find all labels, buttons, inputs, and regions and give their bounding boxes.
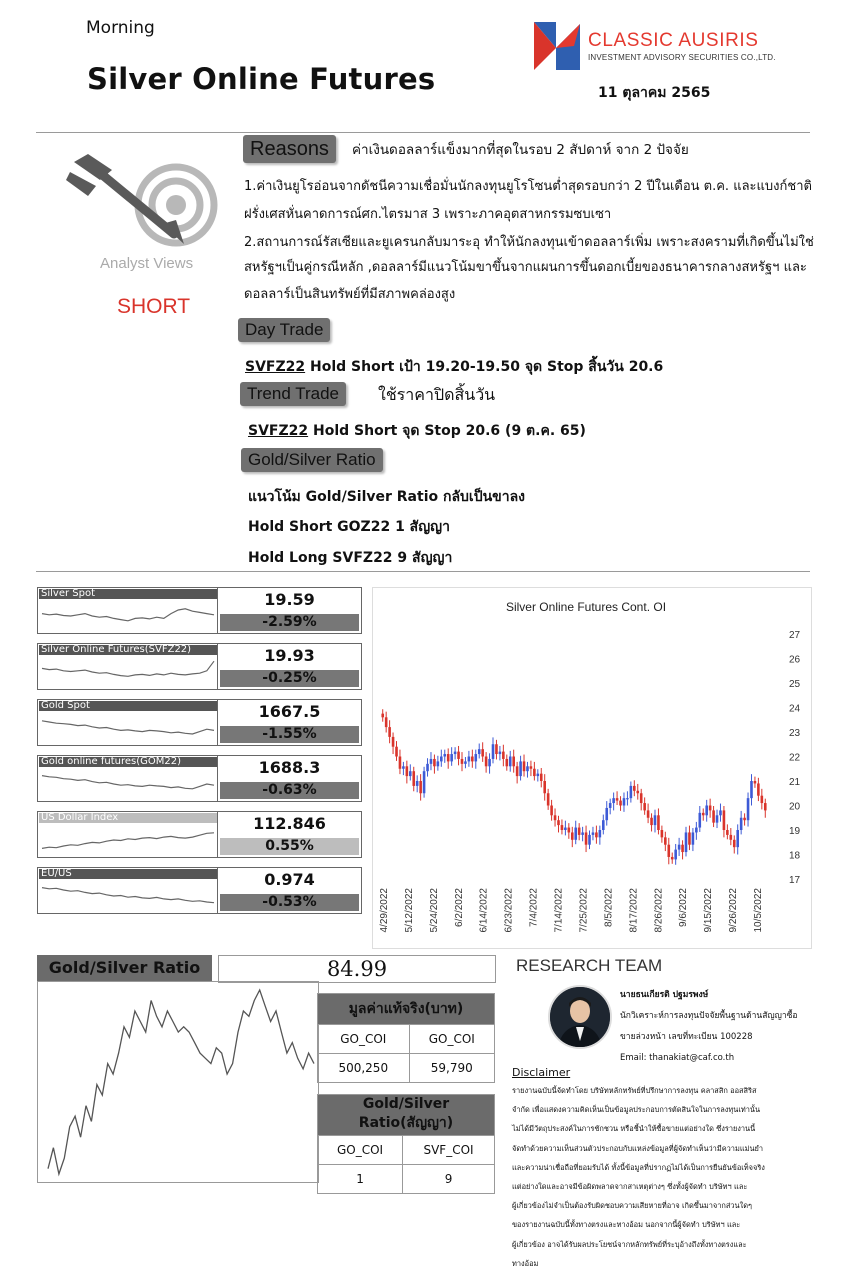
candle-body bbox=[406, 766, 409, 776]
gs-ratio-chart bbox=[37, 981, 319, 1183]
candle-body bbox=[605, 808, 608, 820]
table-cell: 500,250 bbox=[318, 1054, 410, 1083]
fair-value-table bbox=[317, 993, 495, 1083]
day-trade-recommendation bbox=[245, 356, 663, 378]
market-change: -1.55% bbox=[220, 726, 359, 743]
candle-body bbox=[743, 818, 746, 820]
candle-body bbox=[740, 818, 743, 830]
x-tick-label: 7/14/2022 bbox=[553, 888, 565, 933]
gs-ratio-line: Hold Short GOZ22 1 สัญญา bbox=[248, 519, 450, 535]
y-tick-label: 20 bbox=[789, 801, 801, 813]
sparkline-path bbox=[42, 833, 214, 849]
x-tick-label: 6/14/2022 bbox=[478, 888, 490, 933]
market-card bbox=[37, 867, 221, 914]
candle-body bbox=[757, 783, 760, 795]
market-card bbox=[37, 643, 221, 690]
market-label: US Dollar Index bbox=[39, 813, 219, 823]
candle-body bbox=[671, 857, 674, 859]
sparkline-path bbox=[42, 721, 214, 734]
target-arrow-icon bbox=[66, 150, 218, 250]
candle-body bbox=[409, 771, 412, 776]
x-tick-label: 5/12/2022 bbox=[403, 888, 415, 933]
gs-ratio-tag: Gold/Silver Ratio bbox=[241, 448, 383, 472]
candlestick-svg bbox=[373, 588, 811, 948]
candle-body bbox=[461, 759, 464, 764]
sparkline-path bbox=[42, 609, 214, 621]
day-trade-text: Hold Short เป้า 19.20-19.50 จุด Stop สิ้นวัน 20.6 bbox=[305, 359, 664, 375]
brand-name: CLASSIC AUSIRIS bbox=[588, 30, 759, 51]
candle-body bbox=[474, 754, 477, 761]
table-cell: 1 bbox=[318, 1165, 403, 1194]
market-value: 112.846 bbox=[253, 814, 326, 833]
candle-body bbox=[526, 766, 529, 771]
candle-body bbox=[471, 757, 474, 762]
candle-body bbox=[412, 771, 415, 786]
x-tick-label: 5/24/2022 bbox=[428, 888, 440, 933]
candle-body bbox=[485, 757, 488, 767]
candle-body bbox=[481, 749, 484, 756]
candle-body bbox=[499, 752, 502, 754]
candle-body bbox=[457, 752, 460, 759]
candle-body bbox=[395, 747, 398, 757]
candle-body bbox=[750, 781, 753, 798]
analyst-role: นักวิเคราะห์การลงทุนปัจจัยพื้นฐานด้านสัญญาซื้อ bbox=[620, 1011, 798, 1021]
candle-body bbox=[578, 828, 581, 835]
candle-body bbox=[464, 761, 467, 763]
y-tick-label: 24 bbox=[789, 703, 801, 715]
y-tick-label: 22 bbox=[789, 752, 801, 764]
candle-body bbox=[754, 781, 757, 783]
analyst-call: SHORT bbox=[117, 295, 191, 318]
market-value-box bbox=[217, 643, 362, 690]
table-header-cell: GO_COI bbox=[318, 1025, 410, 1054]
reason-line: ฝรั่งเศสหั่นคาดการณ์ศก.ไตรมาส 3 เพราะภาคอุตสาหกรรมซบเซา bbox=[244, 207, 612, 222]
candle-body bbox=[681, 845, 684, 852]
market-value-box bbox=[217, 699, 362, 746]
candle-body bbox=[730, 835, 733, 840]
candle-body bbox=[650, 818, 653, 825]
candle-body bbox=[602, 820, 605, 830]
market-change: 0.55% bbox=[220, 838, 359, 855]
market-value: 0.974 bbox=[264, 870, 315, 889]
candle-body bbox=[764, 803, 767, 810]
candle-body bbox=[495, 744, 498, 754]
disclaimer-line: ทางอ้อม bbox=[512, 1258, 539, 1268]
y-tick-label: 26 bbox=[789, 654, 801, 666]
market-sparkline bbox=[40, 600, 216, 630]
table-header-cell: SVF_COI bbox=[403, 1136, 495, 1165]
candle-body bbox=[537, 774, 540, 776]
candle-body bbox=[657, 815, 660, 830]
gs-ratio-line: แนวโน้ม Gold/Silver Ratio กลับเป็นขาลง bbox=[248, 489, 526, 505]
disclaimer-line: ผู้เกี่ยวข้องไม่จำเป็นต้องรับผิดชอบความเสียหายที่อาจ เกิดขึ้นมาจากส่วนใดๆ bbox=[512, 1201, 752, 1211]
candle-body bbox=[630, 786, 633, 798]
disclaimer-line: ไม่ได้มีวัตถุประสงค์ในการชักชวน หรือชี้นำให้ซื้อขายแต่อย่างใด ซึ่งรายงานนี้ bbox=[512, 1124, 756, 1134]
candle-body bbox=[609, 803, 612, 808]
candle-body bbox=[402, 766, 405, 768]
candle-body bbox=[557, 820, 560, 825]
candle-body bbox=[433, 759, 436, 766]
chart-title: Silver Online Futures Cont. OI bbox=[505, 600, 667, 614]
candle-body bbox=[726, 830, 729, 835]
day-trade-symbol: SVFZ22 bbox=[245, 359, 306, 375]
analyst-info bbox=[620, 985, 798, 1069]
candle-body bbox=[561, 825, 564, 830]
reason-line: 2.สถานการณ์รัสเซียและยูเครนกลับมาระอุ ทำให้นักลงทุนเข้าดอลลาร์เพิ่ม เพราะสงครามที่เกิดขึ้นไม่ใช่ bbox=[244, 235, 814, 250]
candle-body bbox=[619, 801, 622, 806]
table-cell: 59,790 bbox=[409, 1054, 494, 1083]
candle-body bbox=[399, 757, 402, 769]
market-sparkline bbox=[40, 656, 216, 686]
market-sparkline bbox=[40, 712, 216, 742]
market-card bbox=[37, 587, 221, 634]
gs-ratio-line bbox=[48, 990, 314, 1174]
candle-body bbox=[695, 828, 698, 833]
candle-body bbox=[595, 832, 598, 837]
candle-body bbox=[688, 832, 691, 844]
market-label: Gold Spot bbox=[39, 701, 219, 711]
y-tick-label: 18 bbox=[789, 850, 801, 862]
analyst-license: ขายล่วงหน้า เลขที่ทะเบียน 100228 bbox=[620, 1032, 753, 1042]
market-value: 19.59 bbox=[264, 590, 315, 609]
table-cell: 9 bbox=[403, 1165, 495, 1194]
analyst-views-label: Analyst Views bbox=[100, 255, 194, 272]
market-value: 19.93 bbox=[264, 646, 315, 665]
candle-body bbox=[478, 749, 481, 754]
candle-body bbox=[454, 752, 457, 754]
candle-body bbox=[585, 832, 588, 844]
y-tick-label: 21 bbox=[789, 777, 801, 788]
candle-body bbox=[623, 798, 626, 805]
x-tick-label: 9/6/2022 bbox=[678, 888, 690, 927]
candle-body bbox=[423, 771, 426, 793]
market-value-box bbox=[217, 811, 362, 858]
candle-body bbox=[716, 815, 719, 822]
candle-body bbox=[416, 781, 419, 786]
research-team-heading: RESEARCH TEAM bbox=[516, 956, 663, 975]
x-tick-label: 8/17/2022 bbox=[628, 888, 640, 933]
candle-body bbox=[530, 766, 533, 768]
trend-trade-recommendation bbox=[248, 420, 586, 442]
reasons-tag: Reasons bbox=[243, 135, 336, 163]
page-title: Silver Online Futures bbox=[87, 62, 436, 96]
candle-body bbox=[516, 766, 519, 776]
candle-body bbox=[443, 754, 446, 756]
candle-body bbox=[533, 769, 536, 776]
candle-body bbox=[554, 815, 557, 820]
candle-body bbox=[736, 830, 739, 847]
candle-body bbox=[709, 806, 712, 811]
trend-trade-note: ใช้ราคาปิดสิ้นวัน bbox=[378, 385, 496, 404]
market-value-box bbox=[217, 755, 362, 802]
gs-ratio-line-svg bbox=[38, 982, 318, 1182]
candle-body bbox=[692, 832, 695, 844]
sparkline-path bbox=[42, 776, 214, 789]
brand-subtitle: INVESTMENT ADVISORY SECURITIES CO.,LTD. bbox=[588, 53, 776, 62]
table-header-cell: GO_COI bbox=[409, 1025, 494, 1054]
y-tick-label: 17 bbox=[789, 875, 801, 886]
x-tick-label: 9/15/2022 bbox=[703, 888, 715, 933]
candle-body bbox=[430, 759, 433, 764]
disclaimer-line: และความน่าเชื่อถือที่ยอมรับได้ ทั้งนี้ข้อมูลที่ปรากฏไม่ได้เป็นการยืนยันข้อเท็จจริง bbox=[512, 1162, 765, 1172]
session-label: Morning bbox=[86, 18, 155, 38]
candle-body bbox=[419, 781, 422, 793]
candle-body bbox=[674, 850, 677, 860]
candle-body bbox=[392, 737, 395, 747]
gs-ratio-label: Gold/Silver Ratio bbox=[37, 955, 212, 981]
market-label: Silver Spot bbox=[39, 589, 219, 599]
market-change: -2.59% bbox=[220, 614, 359, 631]
market-card bbox=[37, 755, 221, 802]
candle-body bbox=[540, 774, 543, 781]
x-tick-label: 4/29/2022 bbox=[379, 888, 390, 933]
y-tick-label: 23 bbox=[789, 728, 801, 739]
candle-body bbox=[761, 796, 764, 803]
candle-body bbox=[505, 759, 508, 766]
reason-line: สหรัฐฯเป็นคู่กรณีหลัก ,ดอลลาร์มีแนวโน้มขาขึ้นจากแผนการขึ้นดอกเบี้ยของธนาคารกลางสหรัฐฯ และ bbox=[244, 260, 807, 275]
candle-body bbox=[640, 793, 643, 803]
x-tick-label: 6/23/2022 bbox=[503, 888, 515, 933]
table-header-cell: GO_COI bbox=[318, 1136, 403, 1165]
candle-body bbox=[654, 815, 657, 825]
candle-body bbox=[667, 845, 670, 857]
disclaimer-line: รายงานฉบับนี้จัดทำโดย บริษัทหลักทรัพย์ที่ปรึกษาการลงทุน คลาสสิก ออสสิริส bbox=[512, 1086, 757, 1095]
disclaimer-line: จัดทำด้วยความเห็นส่วนตัวประกอบกับแหล่งข้อมูลที่ผู้จัดทำเห็นว่ามีความแม่นยำ bbox=[512, 1143, 763, 1153]
disclaimer-line: แต่อย่างใดและอาจมีข้อผิดพลาดจากสาเหตุต่างๆ ซึ่งทั้งผู้จัดทำ บริษัทฯ และ bbox=[512, 1182, 748, 1192]
x-tick-label: 7/4/2022 bbox=[528, 888, 540, 927]
market-change: -0.25% bbox=[220, 670, 359, 687]
candle-body bbox=[712, 810, 715, 822]
candle-body bbox=[723, 810, 726, 830]
candle-body bbox=[450, 754, 453, 761]
candle-body bbox=[626, 798, 629, 799]
disclaimer-text bbox=[512, 1081, 812, 1273]
candle-body bbox=[685, 832, 688, 852]
candle-body bbox=[592, 832, 595, 834]
analyst-name: นายธนเกียรติ ปฐมรพงษ์ bbox=[620, 990, 709, 1000]
sparkline-path bbox=[42, 661, 214, 676]
market-sparkline bbox=[40, 768, 216, 798]
candle-body bbox=[747, 798, 750, 820]
market-change: -0.53% bbox=[220, 894, 359, 911]
candle-body bbox=[492, 744, 495, 759]
candle-body bbox=[647, 810, 650, 817]
candle-body bbox=[574, 828, 577, 840]
candle-body bbox=[664, 837, 667, 844]
market-value-box bbox=[217, 867, 362, 914]
y-tick-label: 27 bbox=[789, 630, 801, 641]
candle-body bbox=[385, 717, 388, 727]
candle-body bbox=[488, 759, 491, 766]
candle-body bbox=[547, 793, 550, 805]
candle-body bbox=[588, 835, 591, 845]
trend-trade-tag: Trend Trade bbox=[240, 382, 346, 406]
analyst-avatar-icon bbox=[550, 987, 610, 1047]
candle-body bbox=[437, 761, 440, 766]
candle-body bbox=[636, 791, 639, 793]
candle-body bbox=[661, 830, 664, 837]
disclaimer-line: ของรายงานฉบับนี้ทั้งทางตรงและทางอ้อม นอกจากนี้ผู้จัดทำ บริษัทฯ และ bbox=[512, 1220, 741, 1230]
x-tick-label: 8/26/2022 bbox=[653, 888, 665, 933]
candle-body bbox=[612, 798, 615, 803]
candle-body bbox=[616, 798, 619, 800]
candle-body bbox=[502, 752, 505, 759]
y-tick-label: 19 bbox=[789, 826, 801, 837]
market-label: Silver Online Futures(SVFZ22) bbox=[39, 645, 219, 655]
candle-body bbox=[599, 830, 602, 837]
divider bbox=[36, 571, 810, 572]
market-value-box bbox=[217, 587, 362, 634]
candle-body bbox=[447, 754, 450, 761]
market-card bbox=[37, 699, 221, 746]
analyst-email: Email: thanakiat@caf.co.th bbox=[620, 1053, 735, 1063]
x-tick-label: 10/5/2022 bbox=[753, 888, 764, 933]
candle-body bbox=[388, 727, 391, 737]
candle-body bbox=[509, 757, 512, 767]
x-tick-label: 7/25/2022 bbox=[578, 888, 590, 933]
x-tick-label: 6/2/2022 bbox=[453, 888, 465, 927]
report-date: 11 ตุลาคม 2565 bbox=[598, 85, 711, 101]
disclaimer-line: จำกัด เพื่อแสดงความคิดเห็นเป็นข้อมูลประกอบการตัดสินใจในการลงทุนเท่านั้น bbox=[512, 1105, 760, 1115]
reason-line: ดอลลาร์เป็นสินทรัพย์ที่มีสภาพคล่องสูง bbox=[244, 287, 456, 302]
candle-body bbox=[519, 761, 522, 776]
brand-logo-icon bbox=[534, 22, 580, 70]
candle-body bbox=[523, 761, 526, 771]
candle-body bbox=[633, 786, 636, 791]
gs-ratio-value: 84.99 bbox=[218, 955, 496, 983]
market-value: 1688.3 bbox=[258, 758, 321, 777]
x-tick-label: 9/26/2022 bbox=[728, 888, 740, 933]
candle-body bbox=[426, 764, 429, 771]
market-label: EU/US bbox=[39, 869, 219, 879]
x-tick-label: 8/5/2022 bbox=[603, 888, 615, 927]
silver-futures-chart bbox=[372, 587, 812, 949]
disclaimer-line: ผู้เกี่ยวข้อง อาจได้รับผลประโยชน์จากหลักทรัพย์ที่ระบุอ้างถึงทั้งทางตรงและ bbox=[512, 1239, 747, 1249]
candle-body bbox=[571, 832, 574, 839]
candle-body bbox=[564, 828, 567, 830]
day-trade-tag: Day Trade bbox=[238, 318, 330, 342]
market-sparkline bbox=[40, 880, 216, 910]
candle-body bbox=[643, 803, 646, 810]
reason-line: 1.ค่าเงินยูโรอ่อนจากดัชนีความเชื่อมั่นนักลงทุนยูโรโซนต่ำสุดรอบกว่า 2 ปีในเดือน ต.ค. และแบงก์ชาติ bbox=[244, 179, 812, 194]
candle-body bbox=[719, 810, 722, 815]
contracts-table bbox=[317, 1094, 495, 1194]
market-card bbox=[37, 811, 221, 858]
candle-body bbox=[733, 840, 736, 847]
sparkline-path bbox=[42, 888, 214, 903]
y-tick-label: 25 bbox=[789, 679, 801, 690]
candle-body bbox=[698, 813, 701, 828]
candle-body bbox=[702, 813, 705, 815]
fair-value-title: มูลค่าแท้จริง(บาท) bbox=[318, 994, 495, 1025]
trend-trade-text: Hold Short จุด Stop 20.6 (9 ต.ค. 65) bbox=[308, 423, 586, 439]
contracts-title: Gold/Silver Ratio(สัญญา) bbox=[318, 1095, 495, 1136]
market-value: 1667.5 bbox=[258, 702, 321, 721]
candle-body bbox=[512, 757, 515, 767]
candle-body bbox=[468, 757, 471, 762]
candle-body bbox=[568, 828, 571, 833]
candle-body bbox=[581, 832, 584, 834]
reasons-headline: ค่าเงินดอลลาร์แข็งมากที่สุดในรอบ 2 สัปดาห์ จาก 2 ปัจจัย bbox=[352, 142, 689, 158]
candle-body bbox=[440, 757, 443, 762]
disclaimer-heading: Disclaimer bbox=[512, 1066, 571, 1079]
candle-body bbox=[381, 714, 384, 718]
candle-body bbox=[550, 806, 553, 816]
avatar bbox=[548, 985, 612, 1049]
divider bbox=[36, 132, 810, 133]
market-label: Gold online futures(GOM22) bbox=[39, 757, 219, 767]
market-change: -0.63% bbox=[220, 782, 359, 799]
candle-body bbox=[543, 781, 546, 793]
market-sparkline bbox=[40, 824, 216, 854]
candle-body bbox=[705, 806, 708, 816]
gs-ratio-line: Hold Long SVFZ22 9 สัญญา bbox=[248, 550, 453, 566]
candle-body bbox=[678, 845, 681, 850]
trend-trade-symbol: SVFZ22 bbox=[248, 423, 309, 439]
